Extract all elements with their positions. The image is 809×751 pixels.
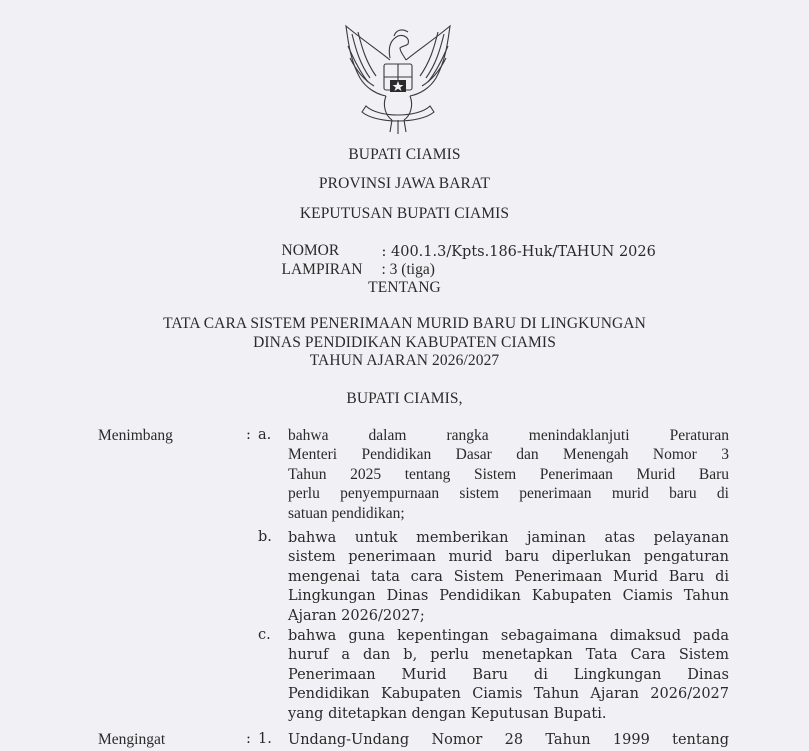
subject-line-3: TAHUN AJARAN 2026/2027 — [309, 352, 500, 369]
decree-title: KEPUTUSAN BUPATI CIAMIS — [299, 205, 510, 222]
text-line: sistem penerimaan murid baru diperlukan pengaturan — [288, 549, 729, 566]
text-line: mengenai tata cara Sistem Penerimaan Murid Baru di — [288, 568, 729, 585]
text-line: Tahun 2025 tentang Sistem Penerimaan Murid Baru — [288, 465, 729, 483]
authority-heading: BUPATI CIAMIS, — [346, 390, 463, 407]
considering-colon: : — [246, 427, 251, 443]
garuda-emblem-icon — [338, 20, 458, 138]
recalling-colon: : — [246, 731, 251, 747]
issuer-heading: BUPATI CIAMIS — [348, 146, 461, 163]
recalling-item-1 — [288, 731, 729, 750]
decree-number-value: : 400.1.3/Kpts.186-Huk/TAHUN 2026 — [381, 244, 656, 260]
text-line: perlu penyempurnaan sistem penerimaan murid baru di — [288, 485, 729, 503]
considering-item-c — [288, 627, 729, 724]
item-marker-c: c. — [258, 627, 271, 643]
text-line: Undang-Undang Nomor 28 Tahun 1999 tentang — [288, 732, 729, 748]
considering-item-a — [288, 426, 729, 523]
text-line: Ajaran 2026/2027; — [288, 607, 425, 624]
decree-number-label: NOMOR — [281, 242, 340, 259]
attachment-label: LAMPIRAN — [281, 261, 363, 278]
text-line: bahwa guna kepentingan sebagaimana dimaksud pada — [288, 628, 729, 644]
subject-line-2: DINAS PENDIDIKAN KABUPATEN CIAMIS — [253, 334, 556, 351]
text-line: satuan pendidikan; — [288, 504, 405, 522]
text-line: huruf a dan b, perlu menetapkan Tata Cara Sistem — [288, 647, 729, 664]
text-line: Lingkungan Dinas Pendidikan Kabupaten Ciamis Tahun — [288, 588, 729, 605]
text-line: Pendidikan Kabupaten Ciamis Tahun Ajaran 2026/2027 — [288, 686, 729, 703]
text-line: Menteri Pendidikan Dasar dan Menengah Nomor 3 — [288, 446, 729, 464]
attachment-value: : 3 (tiga) — [381, 261, 435, 278]
item-marker-b: b. — [258, 529, 272, 545]
considering-item-b — [288, 529, 729, 626]
considering-label: Menimbang — [98, 427, 173, 444]
subject-line-1: TATA CARA SISTEM PENERIMAAN MURID BARU DI LINGKUNGAN — [163, 315, 646, 332]
text-line: bahwa dalam rangka menindaklanjuti Peraturan — [288, 427, 729, 444]
recalling-label: Mengingat — [98, 731, 166, 748]
item-marker-a: a. — [258, 427, 272, 443]
text-line: Penerimaan Murid Baru di Lingkungan Dinas — [288, 666, 729, 683]
text-line: bahwa untuk memberikan jaminan atas pelayanan — [288, 530, 729, 546]
item-marker-1: 1. — [258, 731, 272, 747]
about-heading: TENTANG — [368, 279, 441, 296]
province-heading: PROVINSI JAWA BARAT — [318, 175, 491, 192]
text-line: yang ditetapkan dengan Keputusan Bupati. — [288, 705, 607, 722]
